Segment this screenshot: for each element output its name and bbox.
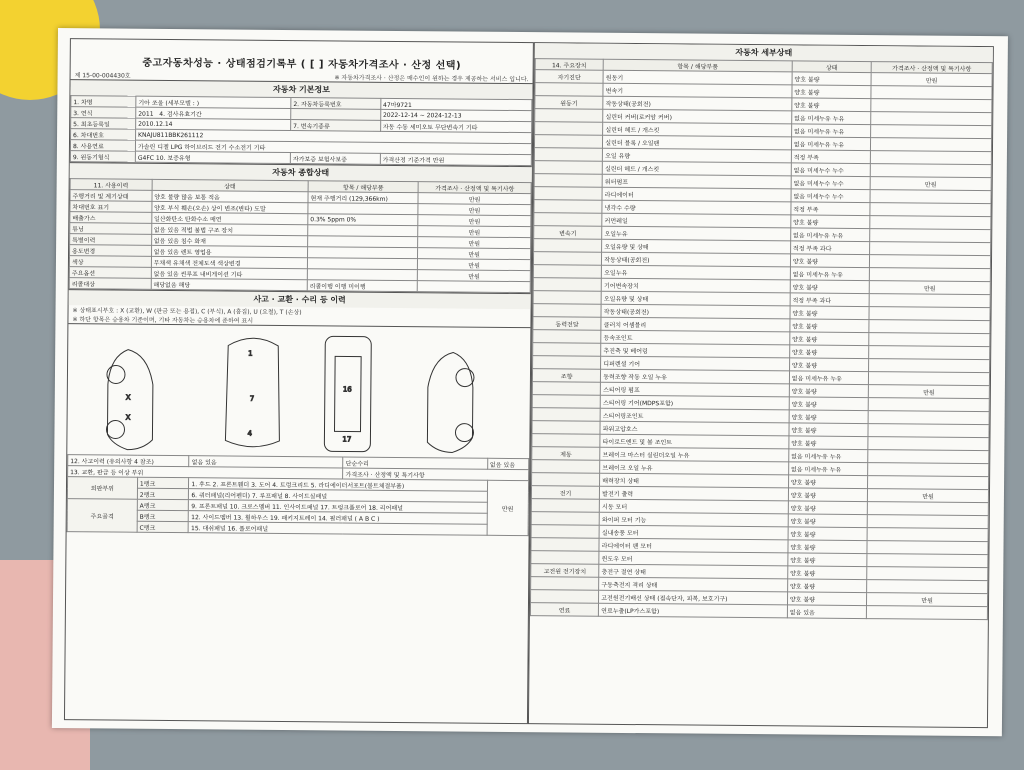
detail-price <box>868 463 989 477</box>
detail-price <box>870 164 991 178</box>
cell: 47마9721 <box>381 98 532 110</box>
detail-state: 양호 불량 <box>787 592 866 606</box>
status-price: 만원 <box>418 226 531 238</box>
detail-price <box>870 229 991 243</box>
cell: 1. 후드 2. 프론트휀더 3. 도어 4. 트렁크리드 5. 라디에이터서포트(볼트체결부품) <box>189 478 487 492</box>
cell-text: 10. 보증유형 <box>155 154 191 162</box>
detail-item: 오일누유 <box>602 265 791 280</box>
detail-item: 충전구 절연 상태 <box>599 564 788 579</box>
detail-price <box>870 190 991 204</box>
detail-group <box>534 135 602 149</box>
detail-price <box>869 294 990 308</box>
detail-state: 양호 불량 <box>789 345 868 359</box>
cell: 가격조사 · 산정액 및 특기사항 <box>343 468 529 481</box>
detail-group <box>534 213 602 227</box>
status-state: 없음 있음 적법 불법 구조 장치 <box>151 223 307 235</box>
cell: 2. 자동차등록번호 <box>291 98 381 110</box>
detail-group <box>533 304 601 318</box>
detail-group <box>531 577 599 591</box>
detail-group <box>532 473 600 487</box>
status-label: 색상 <box>69 256 151 268</box>
detail-group <box>533 356 601 370</box>
detail-price: 만원 <box>871 73 992 87</box>
detail-item: 작동상태(공회전) <box>603 96 792 111</box>
car-top-front <box>217 330 288 456</box>
car-side-right <box>412 347 483 458</box>
detail-price <box>869 320 990 334</box>
cell: 외판부위 <box>67 477 137 500</box>
detail-group <box>534 239 602 253</box>
detail-item: 파워고압호스 <box>600 421 789 436</box>
detail-item: 실린더 헤드 / 개스킷 <box>602 161 791 176</box>
detail-item: 등속조인트 <box>601 330 790 345</box>
detail-item: 브레이크 오일 누유 <box>600 460 789 475</box>
detail-item: 워터펌프 <box>602 174 791 189</box>
detail-item: 커먼레일 <box>602 213 791 228</box>
detail-price: 만원 <box>867 593 988 607</box>
detail-item: 스티어링조인트 <box>600 408 789 423</box>
detail-group: 변속기 <box>534 226 602 240</box>
detail-state: 양호 불량 <box>790 306 869 320</box>
detail-group: 고전원 전기장치 <box>531 564 599 578</box>
cell: 2010.12.14 <box>136 118 291 130</box>
status-price: 만원 <box>418 237 531 249</box>
detail-item: 추진축 및 베어링 <box>601 343 790 358</box>
col-header: 상태 <box>792 61 871 73</box>
detail-group: 조향 <box>532 369 600 383</box>
detail-group: 자기진단 <box>535 70 603 84</box>
detail-state: 없음 미세누유 누유 <box>791 228 870 242</box>
detail-state: 없음 미세누수 누수 <box>791 176 870 190</box>
cell-text: 4. 검사유효기간 <box>159 110 202 118</box>
detail-group <box>535 122 603 136</box>
detail-state: 양호 불량 <box>788 527 867 541</box>
detail-price <box>867 541 988 555</box>
cell: 8. 사용연료 <box>70 140 135 152</box>
detail-item: 오일유량 및 상태 <box>601 291 790 306</box>
cell: 1. 차명 <box>71 96 136 108</box>
detail-state: 적정 부족 과다 <box>790 241 869 255</box>
detail-group <box>532 395 600 409</box>
detail-price <box>870 242 991 256</box>
cell <box>291 109 381 121</box>
cell: 6. 쿼터패널(리어펜더) 7. 루프패널 8. 사이드실패널 <box>189 489 487 503</box>
status-price: 만원 <box>418 259 531 271</box>
doc-note: ※ 자동차가격조사 · 산정은 매수인이 원하는 경우 제공하는 서비스 입니다. <box>334 74 529 84</box>
detail-item: 실린더 헤드 / 개스킷 <box>603 122 792 137</box>
detail-price <box>870 203 991 217</box>
detail-state: 양호 불량 <box>789 397 868 411</box>
status-label: 배출가스 <box>70 212 152 224</box>
detail-price <box>871 125 992 139</box>
detail-state: 적정 부족 <box>791 150 870 164</box>
detail-price <box>867 606 988 620</box>
status-state: 양호 불량 많음 보통 적음 <box>152 190 308 202</box>
col-header: 상태 <box>152 179 308 191</box>
detail-state: 양호 불량 <box>790 332 869 346</box>
detail-price <box>868 398 989 412</box>
cell: 15. 대쉬패널 16. 플로어패널 <box>189 522 487 536</box>
detail-group <box>533 291 601 305</box>
detail-state: 없음 미세누유 누유 <box>792 111 871 125</box>
detail-state: 양호 불량 <box>787 579 866 593</box>
detail-table <box>530 58 993 620</box>
detail-price: 만원 <box>868 385 989 399</box>
detail-state: 적정 부족 과다 <box>790 293 869 307</box>
detail-item: 냉각수 수량 <box>602 200 791 215</box>
status-label: 차대번호 표기 <box>70 201 152 213</box>
detail-price <box>867 515 988 529</box>
cell: 3. 연식 <box>71 107 136 119</box>
detail-state: 양호 불량 <box>792 72 871 86</box>
detail-state: 양호 불량 <box>790 280 869 294</box>
status-item: 현재 주행거리 (129,366km) <box>308 192 418 204</box>
detail-price <box>868 437 989 451</box>
detail-state: 적정 부족 <box>791 202 870 216</box>
detail-group <box>531 525 599 539</box>
detail-state: 양호 불량 <box>789 436 868 450</box>
car-diagram <box>67 323 530 458</box>
detail-group <box>534 161 602 175</box>
detail-state: 양호 불량 <box>789 423 868 437</box>
detail-group <box>534 200 602 214</box>
detail-price: 만원 <box>869 281 990 295</box>
col-header: 14. 주요장치 <box>535 59 603 71</box>
cell: 12. 사고이력 (유의사항 4 참조) <box>68 455 190 467</box>
cell: 기아 쏘울 (세부모델 : ) <box>136 96 291 108</box>
detail-item: 배력장치 상태 <box>600 473 789 488</box>
cell <box>380 153 531 165</box>
detail-state: 양호 불량 <box>788 488 867 502</box>
detail-state: 양호 불량 <box>788 553 867 567</box>
cell: 2022-12-14 ~ 2024-12-13 <box>380 109 531 121</box>
detail-price <box>870 151 991 165</box>
detail-item: 원동기 <box>603 70 792 85</box>
cell-text: 만원 <box>432 156 445 164</box>
detail-price <box>868 411 989 425</box>
cell: B랭크 <box>137 510 189 521</box>
cell: 13. 교환, 판금 등 이상 부위 <box>68 466 344 479</box>
status-label: 특별이력 <box>70 234 152 246</box>
detail-item: 작동상태(공회전) <box>602 252 791 267</box>
doc-title: 중고자동차성능 · 상태점검기록부 ( [ ] 자동차가격조사 · 산정 선택) <box>142 57 462 72</box>
detail-state: 없음 미세누유 누유 <box>789 449 868 463</box>
detail-item: 구동축전지 격리 상태 <box>599 577 788 592</box>
detail-item: 스티어링 펌프 <box>601 382 790 397</box>
detail-price <box>869 307 990 321</box>
detail-group: 연료 <box>530 603 598 617</box>
status-state: 없음 있음 침수 화재 <box>151 234 307 246</box>
cell: 2랭크 <box>137 488 189 499</box>
detail-item: 브레이크 마스터 실린더오일 누유 <box>600 447 789 462</box>
svg-text:X: X <box>125 393 131 402</box>
cell: 자가보증 보험사보증 <box>290 153 380 165</box>
cell: 1랭크 <box>137 477 189 488</box>
status-table <box>69 178 532 293</box>
detail-group: 원동기 <box>535 96 603 110</box>
detail-item: 오일 유량 <box>603 148 792 163</box>
detail-group <box>533 330 601 344</box>
detail-item: 스티어링 기어(MDPS포함) <box>600 395 789 410</box>
detail-group <box>534 174 602 188</box>
right-column <box>528 42 994 728</box>
detail-state: 양호 불량 <box>788 501 867 515</box>
detail-state: 없음 미세누유 누유 <box>791 124 870 138</box>
detail-state: 양호 불량 <box>792 98 871 112</box>
cell: 단순수리 <box>343 457 487 469</box>
detail-state: 양호 불량 <box>788 514 867 528</box>
detail-item: 디퍼렌셜 기어 <box>601 356 790 371</box>
detail-item: 라디에이터 팬 모터 <box>599 538 788 553</box>
detail-price <box>868 450 989 464</box>
cell: 자동 수동 세미오토 무단변속기 기타 <box>380 120 531 132</box>
detail-state: 양호 불량 <box>791 215 870 229</box>
detail-state: 양호 불량 <box>792 85 871 99</box>
detail-state: 없음 미세누수 누수 <box>791 163 870 177</box>
detail-price <box>871 112 992 126</box>
col-header: 가격조사 · 산정액 및 특기사항 <box>418 182 531 194</box>
table-row <box>530 603 987 620</box>
detail-group <box>533 252 601 266</box>
status-price: 만원 <box>418 215 531 227</box>
detail-group: 동력전달 <box>533 317 601 331</box>
svg-text:16: 16 <box>342 385 352 394</box>
detail-group <box>531 538 599 552</box>
detail-price <box>867 580 988 594</box>
detail-state: 없음 미세누유 누유 <box>790 267 869 281</box>
detail-item: 타이로드엔드 및 볼 조인트 <box>600 434 789 449</box>
cell: 5. 최초등록일 <box>71 118 136 130</box>
detail-price <box>867 554 988 568</box>
detail-item: 실내송풍 모터 <box>599 525 788 540</box>
detail-price <box>869 372 990 386</box>
detail-group <box>532 408 600 422</box>
detail-price <box>868 424 989 438</box>
detail-group <box>534 148 602 162</box>
cell: C랭크 <box>137 521 189 532</box>
col-header: 항목 / 해당부품 <box>308 181 418 193</box>
cell: 주요골격 <box>67 499 137 533</box>
detail-state: 양호 불량 <box>790 254 869 268</box>
detail-price: 만원 <box>870 177 991 191</box>
status-price: 만원 <box>418 204 531 216</box>
detail-price <box>868 476 989 490</box>
status-price: 만원 <box>418 270 531 282</box>
detail-group <box>532 460 600 474</box>
detail-state: 양호 불량 <box>789 384 868 398</box>
detail-price <box>870 216 991 230</box>
detail-price <box>871 86 992 100</box>
detail-group <box>532 434 600 448</box>
detail-price <box>867 502 988 516</box>
detail-group <box>535 109 603 123</box>
cell-text: G4FC <box>137 154 155 162</box>
status-label: 주요옵션 <box>69 267 151 279</box>
detail-group <box>531 512 599 526</box>
detail-state: 없음 미세누수 누수 <box>791 189 870 203</box>
detail-state: 양호 불량 <box>788 475 867 489</box>
detail-item: 변속기 <box>603 83 792 98</box>
accident-legend-2: ※ 하단 항목은 승용차 기준이며, 기타 자동차는 승용차에 준하여 표시 <box>72 316 254 325</box>
cell-text: 가격산정 기준가격 <box>382 156 431 164</box>
detail-price <box>871 138 992 152</box>
detail-item: 클러치 어셈블리 <box>601 317 790 332</box>
detail-item: 오일누유 <box>602 226 791 241</box>
status-state: 없음 있음 썬루프 내비게이션 기타 <box>151 267 307 279</box>
detail-group: 전기 <box>531 486 599 500</box>
cell: 7. 변속기종류 <box>291 120 381 132</box>
cell: 만원 <box>487 480 529 535</box>
status-price: 만원 <box>418 248 531 260</box>
accident-table <box>67 454 530 536</box>
detail-price <box>869 268 990 282</box>
svg-text:1: 1 <box>248 349 253 358</box>
cell: 12. 사이드멤버 13. 휠하우스 19. 패키지트레이 14. 필러패널 ( A B C ) <box>189 511 487 525</box>
status-label: 리콜대상 <box>69 278 151 290</box>
detail-item: 발전기 출력 <box>600 486 789 501</box>
detail-item: 기어변속장치 <box>601 278 790 293</box>
cell-text: 2011 <box>138 110 154 118</box>
detail-item: 실린더 블록 / 오일팬 <box>603 135 792 150</box>
inspection-sheet <box>52 28 1008 736</box>
status-state: 없음 있음 렌트 영업용 <box>151 245 307 257</box>
detail-item: 작동상태(공회전) <box>601 304 790 319</box>
detail-group <box>531 590 599 604</box>
col-header: 11. 사용이력 <box>70 179 152 191</box>
cell: A랭크 <box>137 499 189 510</box>
status-state: 양호 부식 훼손(오손) 상이 변조(변타) 도말 <box>152 201 308 213</box>
detail-item: 동력조향 작동 오일 누유 <box>601 369 790 384</box>
detail-group <box>535 83 603 97</box>
detail-state: 양호 불량 <box>789 358 868 372</box>
detail-group <box>533 343 601 357</box>
doc-number: 제 15-00-004430호 <box>74 72 131 80</box>
detail-item: 와이퍼 모터 기능 <box>599 512 788 527</box>
car-frame-view <box>312 331 383 457</box>
detail-state: 양호 불량 <box>788 540 867 554</box>
cell: 6. 차대번호 <box>71 129 136 141</box>
detail-state: 없음 미세누유 누유 <box>789 371 868 385</box>
basic-info-table <box>70 95 533 166</box>
status-price <box>418 281 531 293</box>
status-state: 해당없음 해당 <box>151 278 307 290</box>
detail-group <box>531 499 599 513</box>
accident-header: 사고 · 교환 · 수리 등 이력 <box>69 289 531 309</box>
cell: 가솔린 디젤 LPG 하이브리드 전기 수소전기 기타 <box>135 140 531 154</box>
detail-item: 실린더 커버(로커암 커버) <box>603 109 792 124</box>
cell: KNAJU811BBK261112 <box>136 129 532 143</box>
detail-price <box>869 346 990 360</box>
status-label: 주행거리 및 계기상태 <box>70 190 152 202</box>
detail-item: 라디에이터 <box>602 187 791 202</box>
detail-header: 자동차 세부상태 <box>535 43 993 62</box>
status-label: 튜닝 <box>70 223 152 235</box>
status-state: 무채색 유채색 전체도색 색상변경 <box>151 256 307 268</box>
status-item: 리콜이행 이행 미이행 <box>307 280 417 292</box>
detail-price <box>871 99 992 113</box>
status-price: 만원 <box>418 193 531 205</box>
svg-text:4: 4 <box>247 429 252 438</box>
detail-price <box>867 528 988 542</box>
status-header: 자동차 종합상태 <box>70 162 532 182</box>
detail-group <box>534 187 602 201</box>
detail-group <box>532 421 600 435</box>
cell: 9. 프론트패널 10. 크로스멤버 11. 인사이드패널 17. 트렁크플로어 18. 리어패널 <box>189 500 487 514</box>
svg-text:17: 17 <box>342 435 352 444</box>
detail-state: 양호 불량 <box>790 319 869 333</box>
detail-state: 없음 있음 <box>787 605 866 619</box>
detail-item: 고전원전기배선 상태 (접속단자, 피복, 보호기구) <box>599 590 788 605</box>
left-column <box>64 38 534 724</box>
accident-legend: ※ 상태표시부호 : X (교환), W (판금 또는 용접), C (부식), A (흠집), U (요철), T (손상) <box>72 307 302 317</box>
detail-group <box>532 382 600 396</box>
detail-price <box>869 359 990 373</box>
cell: 9. 원동기형식 <box>70 151 135 163</box>
detail-state: 없음 미세누유 누유 <box>791 137 870 151</box>
col-header: 가격조사 · 산정액 및 특기사항 <box>871 62 992 74</box>
detail-price: 만원 <box>868 489 989 503</box>
detail-state: 양호 불량 <box>789 410 868 424</box>
detail-group <box>533 278 601 292</box>
detail-item: 시동 모터 <box>600 499 789 514</box>
detail-price <box>869 333 990 347</box>
svg-text:7: 7 <box>249 394 255 403</box>
detail-price <box>867 567 988 581</box>
detail-state: 없음 미세누유 누유 <box>788 462 867 476</box>
status-state: 일산화탄소 탄화수소 매연 <box>151 212 307 224</box>
svg-text:X: X <box>125 413 131 422</box>
cell <box>135 151 290 163</box>
detail-item: 오일유량 및 상태 <box>602 239 791 254</box>
basic-info-header: 자동차 기본정보 <box>70 79 532 99</box>
detail-price <box>870 255 991 269</box>
detail-item: 연료누출(LP가스포함) <box>599 603 788 618</box>
status-label: 용도변경 <box>70 245 152 257</box>
car-side-left <box>97 344 168 455</box>
detail-group <box>531 551 599 565</box>
col-header: 항목 / 해당부품 <box>603 59 792 72</box>
cell: 없음 있음 <box>487 458 528 469</box>
detail-group <box>533 265 601 279</box>
detail-state: 양호 불량 <box>788 566 867 580</box>
detail-group: 제동 <box>532 447 600 461</box>
detail-item: 윈도우 모터 <box>599 551 788 566</box>
cell: 없음 있음 <box>189 456 343 468</box>
status-item: 0.3% 5ppm 0% <box>308 214 418 226</box>
